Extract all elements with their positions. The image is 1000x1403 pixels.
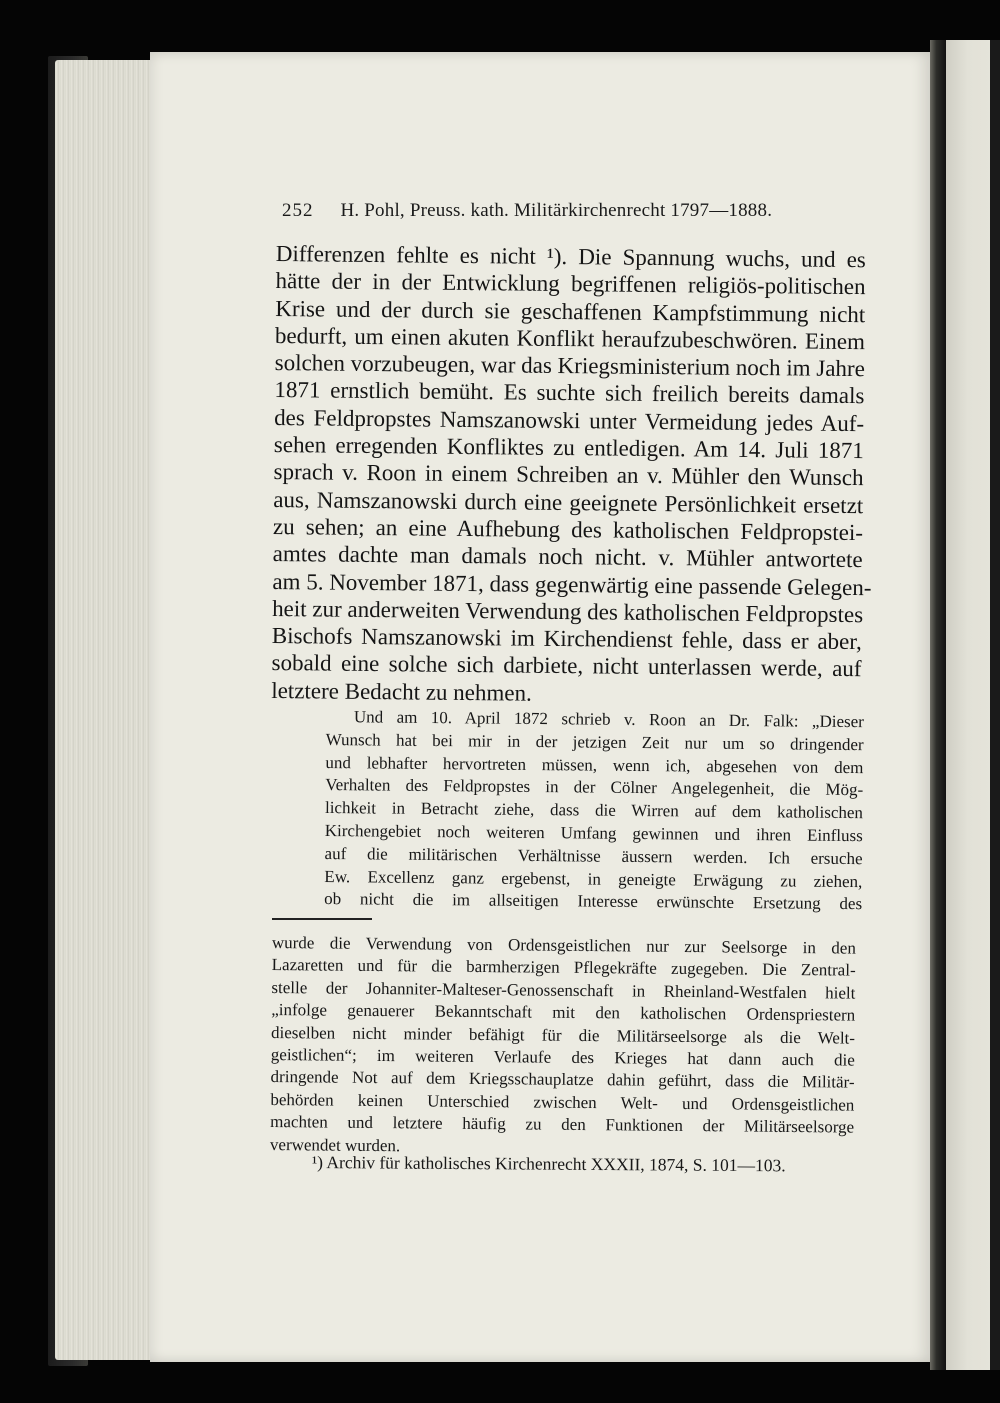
body-line: letztere Bedacht zu nehmen. <box>271 677 532 706</box>
footnote-line: machten und letztere häufig zu den Funktionen der Militärseelsorge <box>270 1112 855 1137</box>
footnote-line: dringende Not auf dem Kriegsschauplatze dahin geführt, dass die Militär- <box>270 1067 855 1093</box>
body-line: solchen vorzubeugen, war das Kriegsministerium noch im Jahre <box>274 350 866 382</box>
footnote-line: geistlichen“; im weiteren Verlaufe des Krieges hat dann auch die <box>270 1045 855 1070</box>
body-line: sobald eine solche sich darbiete, nicht unterlassen werde, auf <box>271 650 862 682</box>
body-line: bedurft, um einen akuten Konflikt heraufzubeschwören. Einem <box>274 322 866 355</box>
footnote-separator <box>272 918 372 920</box>
quote-line: Ew. Excellenz ganz ergebenst, in geneigte Erwägung zu ziehen, <box>324 866 863 891</box>
quoted-letter-paragraph <box>324 706 864 916</box>
running-header <box>282 200 822 222</box>
body-line: amtes dachte man damals noch nicht. v. Mühler antwortete <box>272 541 863 573</box>
quote-line: auf die militärischen Verhältnisse äussern werden. Ich ersuche <box>324 843 863 868</box>
body-line: am 5. November 1871, dass gegenwärtig eine passende Gelegen- <box>272 568 872 600</box>
quote-line: Verhalten des Feldpropstes in der Cölner Angelegenheit, die Mög- <box>325 775 864 800</box>
footnote-line: „infolge genauerer Bekanntschaft mit den katholischen Ordenspriestern <box>271 1000 856 1025</box>
body-line: sehen erregenden Konfliktes zu entledigen. Am 14. Juli 1871 <box>273 432 864 464</box>
body-line: Differenzen fehlte es nicht ¹). Die Spannung wuchs, und es <box>275 240 866 273</box>
body-line: 1871 ernstlich bemüht. Es suchte sich freilich bereits damals <box>274 377 865 409</box>
quote-line: lichkeit in Betracht ziehe, dass die Wirren auf dem katholischen <box>324 798 864 823</box>
footnote-line: Lazaretten und für die barmherzigen Pflegekräfte zugegeben. Die Zentral- <box>271 955 856 981</box>
page-number: 252 <box>282 200 314 221</box>
quote-line: Wunsch hat bei mir in der jetzigen Zeit nur um so dringender <box>325 729 864 754</box>
footnote-line: behörden keinen Unterschied zwischen Welt- und Ordensgeistlichen <box>270 1089 855 1115</box>
body-line: heit zur anderweiten Verwendung des katholischen Feldpropstes <box>272 595 864 628</box>
body-line: des Feldpropstes Namszanowski unter Vermeidung jedes Auf- <box>274 404 865 436</box>
footnote-line: wurde die Verwendung von Ordensgeistlichen nur zur Seelsorge in den <box>271 932 856 958</box>
book-cover-edge-right <box>990 40 1000 1370</box>
footnote-continuation <box>270 932 856 1162</box>
quote-line: ob nicht die im allseitigen Interesse erwünschte Ersetzung des <box>324 889 863 914</box>
footnote-1: ¹) Archiv für katholisches Kirchenrecht XXXII, 1874, S. 101—103. <box>311 1152 786 1176</box>
body-line: Bischofs Namszanowski im Kirchendienst fehle, dass er aber, <box>271 623 862 655</box>
body-line: Krise und der durch sie geschaffenen Kampfstimmung nicht <box>275 295 866 327</box>
body-line: sprach v. Roon in einem Schreiben an v. Mühler den Wunsch <box>273 459 864 491</box>
footnote-line: stelle der Johanniter-Malteser-Genossenschaft in Rheinland-Westfalen hielt <box>271 977 856 1003</box>
footnote-line: dieselben nicht minder befähigt für die Militärseelsorge als die Welt- <box>270 1022 856 1048</box>
quote-line: Und am 10. April 1872 schrieb v. Roon an Dr. Falk: „Dieser <box>353 707 864 732</box>
book-gutter <box>930 40 946 1370</box>
body-line: aus, Namszanowski durch eine geeignete Persönlichkeit ersetzt <box>273 486 864 518</box>
main-body-text <box>271 240 872 710</box>
quote-line: Kirchengebiet noch weiteren Umfang gewinnen und ihren Einfluss <box>324 820 863 846</box>
body-line: hätte der in der Entwicklung begriffenen religiös-politischen <box>275 268 866 300</box>
footnote-line: verwendet wurden. <box>269 1134 401 1155</box>
running-title: H. Pohl, Preuss. kath. Militärkirchenrecht 1797—1888. <box>340 200 773 221</box>
body-line: zu sehen; an eine Aufhebung des katholischen Feldpropstei- <box>272 513 864 546</box>
quote-line: und lebhafter hervortreten müssen, wenn ich, abgesehen von dem <box>325 752 864 777</box>
